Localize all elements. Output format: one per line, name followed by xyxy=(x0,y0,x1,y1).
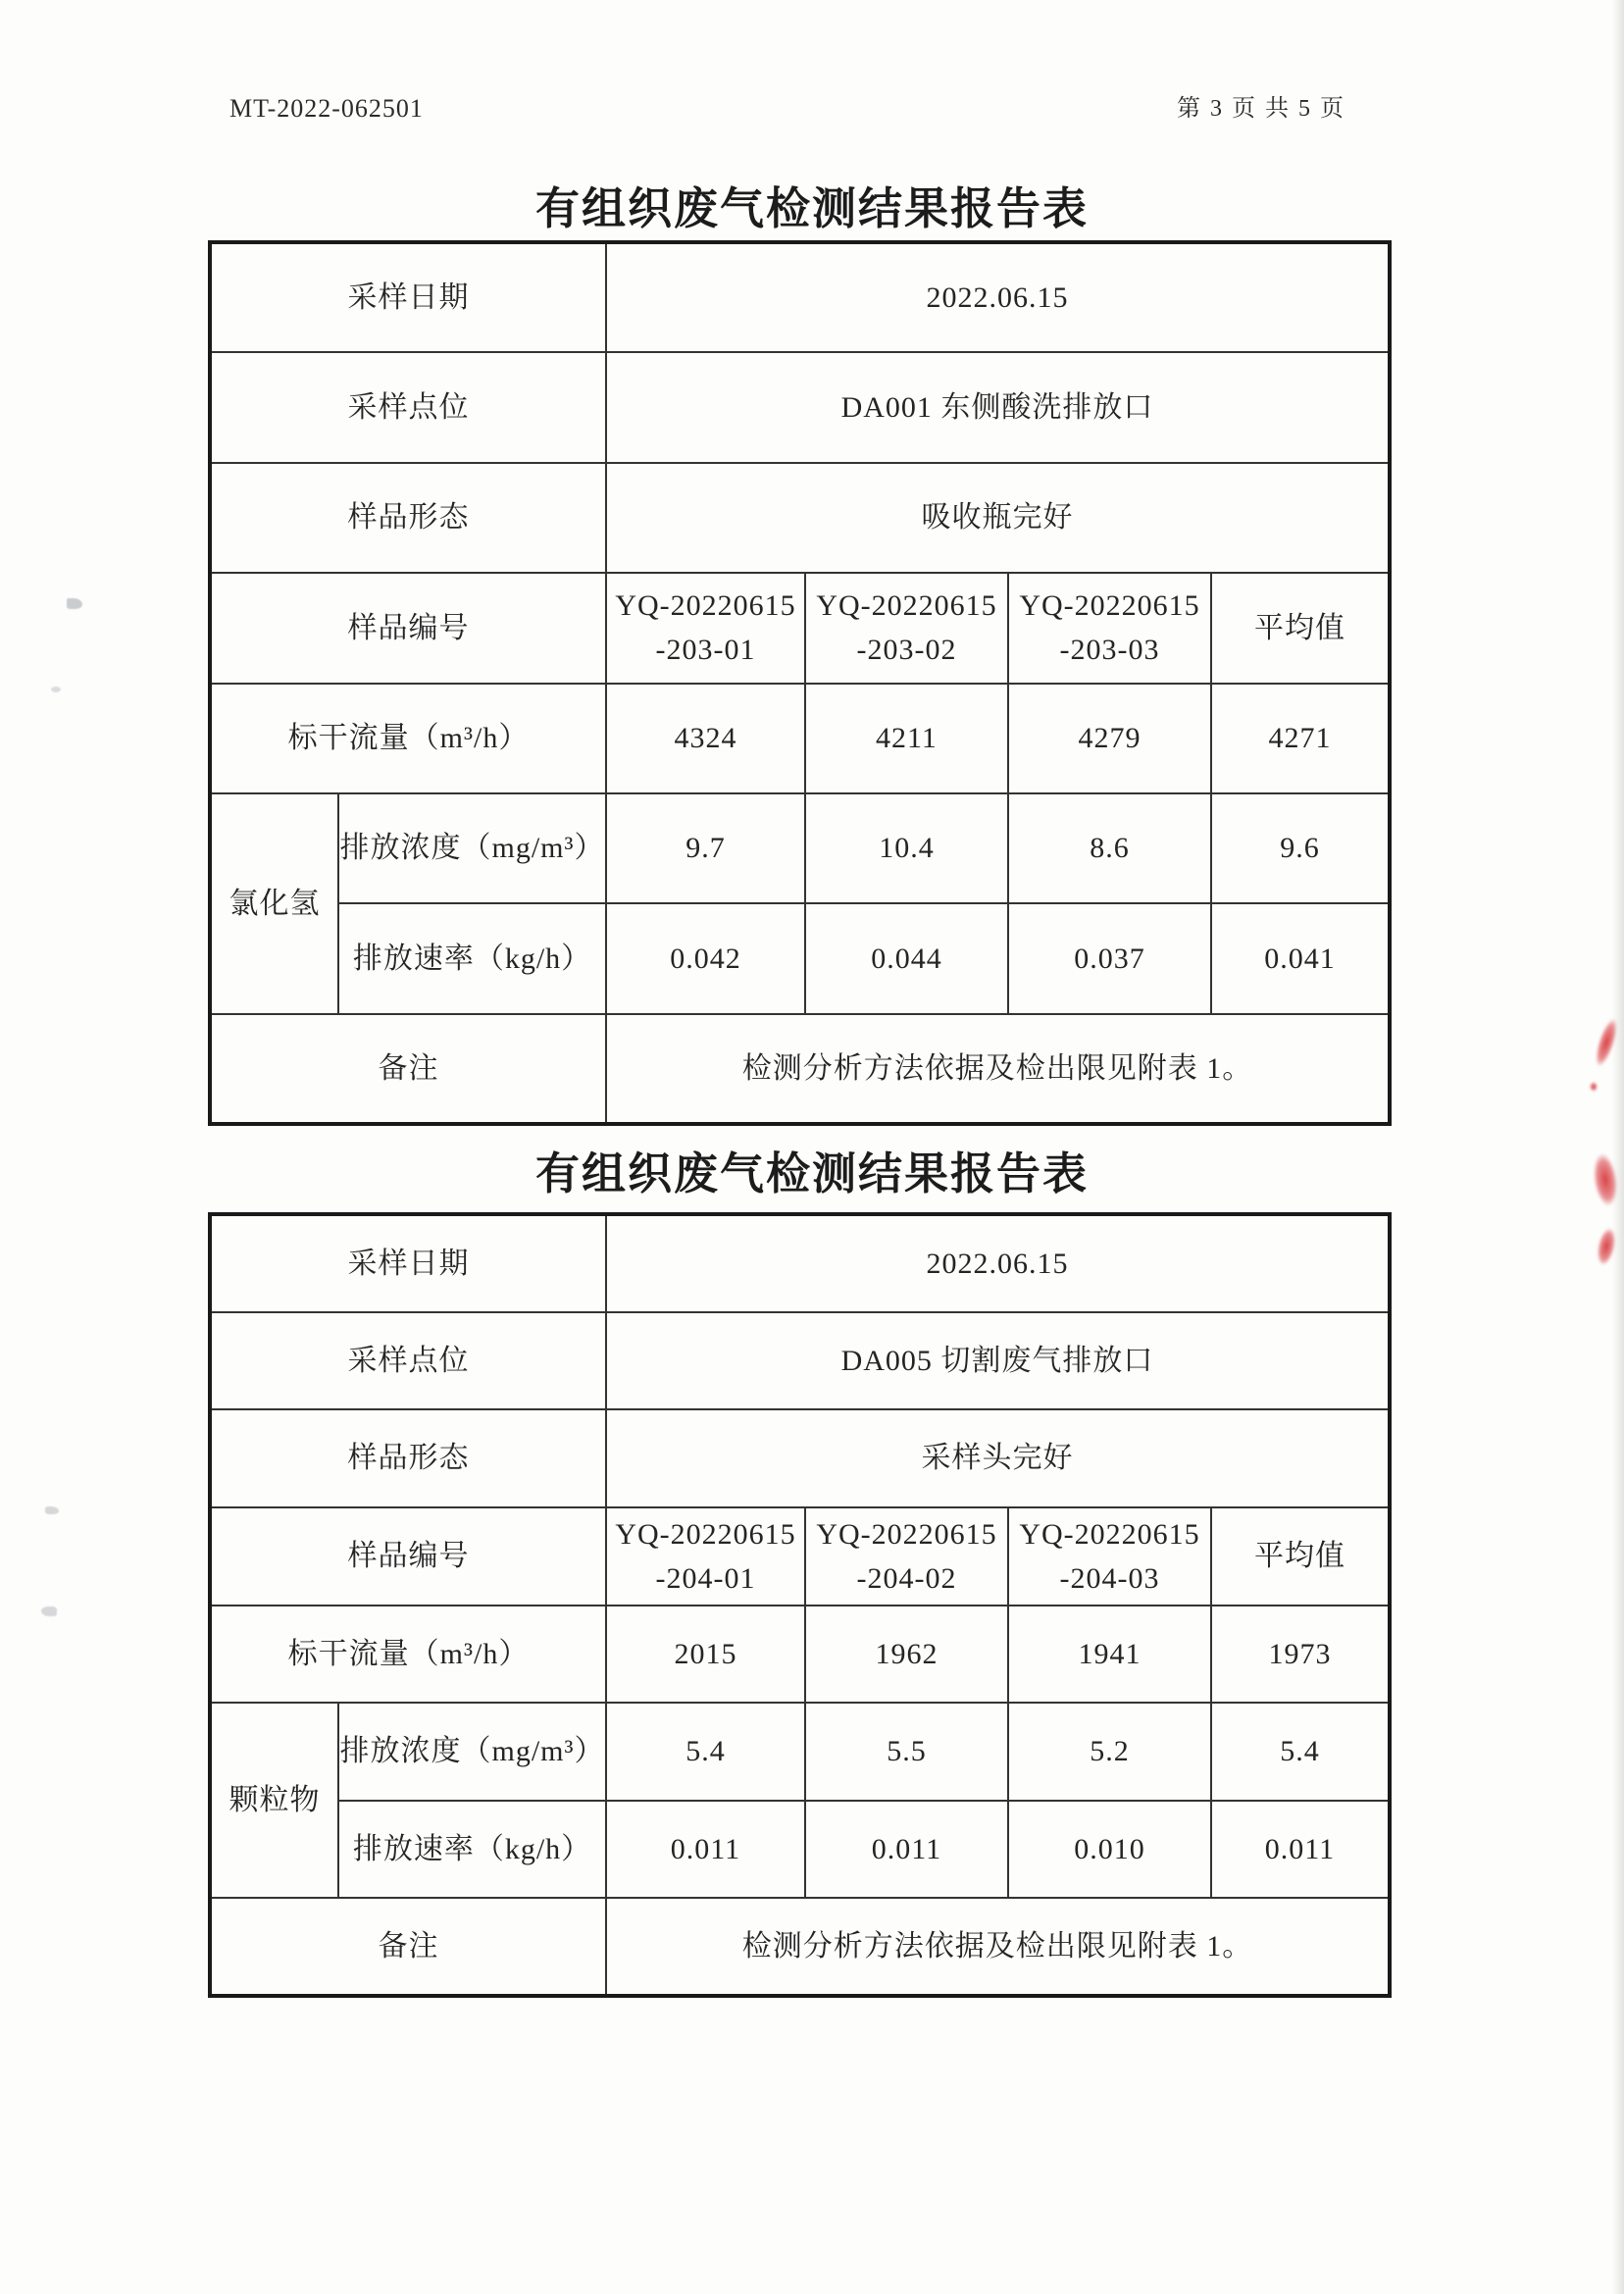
rate-value: 0.011 xyxy=(805,1801,1008,1899)
table-row xyxy=(210,793,1390,903)
concentration-value: 5.4 xyxy=(606,1703,805,1801)
remark-value: 检测分析方法依据及检出限见附表 1。 xyxy=(606,1014,1390,1124)
concentration-value: 9.7 xyxy=(606,793,805,903)
table-row xyxy=(210,1606,1390,1704)
pencil-mark xyxy=(51,687,61,692)
sampling-point-value: DA005 切割废气排放口 xyxy=(606,1312,1390,1410)
concentration-average: 5.4 xyxy=(1211,1703,1390,1801)
rate-label: 排放速率（kg/h） xyxy=(338,903,606,1013)
rate-value: 0.044 xyxy=(805,903,1008,1013)
sample-form-label: 样品形态 xyxy=(210,1409,606,1507)
table-row xyxy=(210,684,1390,793)
rate-value: 0.011 xyxy=(606,1801,805,1899)
flow-value: 4279 xyxy=(1008,684,1211,793)
sampling-point-value: DA001 东侧酸洗排放口 xyxy=(606,352,1390,462)
average-label: 平均值 xyxy=(1211,573,1390,683)
table-row xyxy=(210,352,1390,462)
flow-value: 2015 xyxy=(606,1606,805,1704)
sample-form-value: 采样头完好 xyxy=(606,1409,1390,1507)
table-row xyxy=(210,1898,1390,1996)
pollutant-name: 氯化氢 xyxy=(210,793,338,1014)
page-scan-edge xyxy=(1612,0,1624,2294)
sample-id-cell xyxy=(1008,1507,1211,1606)
flow-value: 1941 xyxy=(1008,1606,1211,1704)
pencil-mark xyxy=(45,1506,59,1514)
concentration-label: 排放浓度（mg/m³） xyxy=(338,793,606,903)
remark-label: 备注 xyxy=(210,1898,606,1996)
sample-id-line1: YQ-20220615 xyxy=(615,589,796,623)
concentration-average: 9.6 xyxy=(1211,793,1390,903)
report-code: MT-2022-062501 xyxy=(229,94,424,123)
sample-no-label: 样品编号 xyxy=(210,573,606,683)
concentration-value: 8.6 xyxy=(1008,793,1211,903)
flow-average: 1973 xyxy=(1211,1606,1390,1704)
table1-title: 有组织废气检测结果报告表 xyxy=(534,184,1089,233)
sample-id-line1: YQ-20220615 xyxy=(1019,1517,1200,1551)
sampling-date-value: 2022.06.15 xyxy=(606,242,1390,352)
rate-value: 0.042 xyxy=(606,903,805,1013)
pencil-mark xyxy=(41,1606,57,1616)
sample-id-cell xyxy=(606,573,805,683)
sample-id-line2: -204-03 xyxy=(1059,1561,1160,1595)
table-row xyxy=(210,1801,1390,1899)
sampling-date-label: 采样日期 xyxy=(210,242,606,352)
table-row xyxy=(210,463,1390,573)
sample-id-line2: -203-03 xyxy=(1059,634,1160,667)
sample-id-line1: YQ-20220615 xyxy=(615,1517,796,1551)
sampling-point-label: 采样点位 xyxy=(210,352,606,462)
sample-no-label: 样品编号 xyxy=(210,1507,606,1606)
flow-value: 4324 xyxy=(606,684,805,793)
sample-id-cell xyxy=(805,573,1008,683)
sample-id-line1: YQ-20220615 xyxy=(816,1517,997,1551)
sample-id-cell xyxy=(606,1507,805,1606)
sample-id-line2: -203-02 xyxy=(856,634,957,667)
flow-value: 1962 xyxy=(805,1606,1008,1704)
rate-value: 0.037 xyxy=(1008,903,1211,1013)
table-row xyxy=(210,903,1390,1013)
rate-average: 0.041 xyxy=(1211,903,1390,1013)
sampling-point-label: 采样点位 xyxy=(210,1312,606,1410)
sample-form-label: 样品形态 xyxy=(210,463,606,573)
rate-value: 0.010 xyxy=(1008,1801,1211,1899)
table-row xyxy=(210,1507,1390,1606)
table-row xyxy=(210,1703,1390,1801)
remark-label: 备注 xyxy=(210,1014,606,1124)
flow-label: 标干流量（m³/h） xyxy=(210,684,606,793)
table-row xyxy=(210,1409,1390,1507)
sampling-date-label: 采样日期 xyxy=(210,1214,606,1312)
concentration-value: 5.2 xyxy=(1008,1703,1211,1801)
waste-gas-result-table-2 xyxy=(208,1212,1392,1998)
concentration-value: 10.4 xyxy=(805,793,1008,903)
pollutant-name: 颗粒物 xyxy=(210,1703,338,1898)
pencil-mark xyxy=(67,598,82,609)
rate-average: 0.011 xyxy=(1211,1801,1390,1899)
table-row xyxy=(210,1214,1390,1312)
sample-id-line1: YQ-20220615 xyxy=(1019,589,1200,623)
table-row xyxy=(210,1312,1390,1410)
flow-label: 标干流量（m³/h） xyxy=(210,1606,606,1704)
average-label: 平均值 xyxy=(1211,1507,1390,1606)
waste-gas-result-table-1 xyxy=(208,240,1392,1126)
sample-id-line2: -204-02 xyxy=(856,1561,957,1595)
table-row xyxy=(210,1014,1390,1124)
table2-title: 有组织废气检测结果报告表 xyxy=(534,1149,1089,1198)
flow-average: 4271 xyxy=(1211,684,1390,793)
sample-id-line2: -204-01 xyxy=(655,1561,756,1595)
table-row xyxy=(210,573,1390,683)
sample-id-line2: -203-01 xyxy=(655,634,756,667)
concentration-label: 排放浓度（mg/m³） xyxy=(338,1703,606,1801)
page-number: 第 3 页 共 5 页 xyxy=(1177,96,1345,122)
sample-id-cell xyxy=(805,1507,1008,1606)
rate-label: 排放速率（kg/h） xyxy=(338,1801,606,1899)
sample-id-cell xyxy=(1008,573,1211,683)
stamp-bleed-mark xyxy=(1589,1081,1599,1093)
sample-id-line1: YQ-20220615 xyxy=(816,589,997,623)
sample-form-value: 吸收瓶完好 xyxy=(606,463,1390,573)
sampling-date-value: 2022.06.15 xyxy=(606,1214,1390,1312)
remark-value: 检测分析方法依据及检出限见附表 1。 xyxy=(606,1898,1390,1996)
table-row xyxy=(210,242,1390,352)
flow-value: 4211 xyxy=(805,684,1008,793)
concentration-value: 5.5 xyxy=(805,1703,1008,1801)
